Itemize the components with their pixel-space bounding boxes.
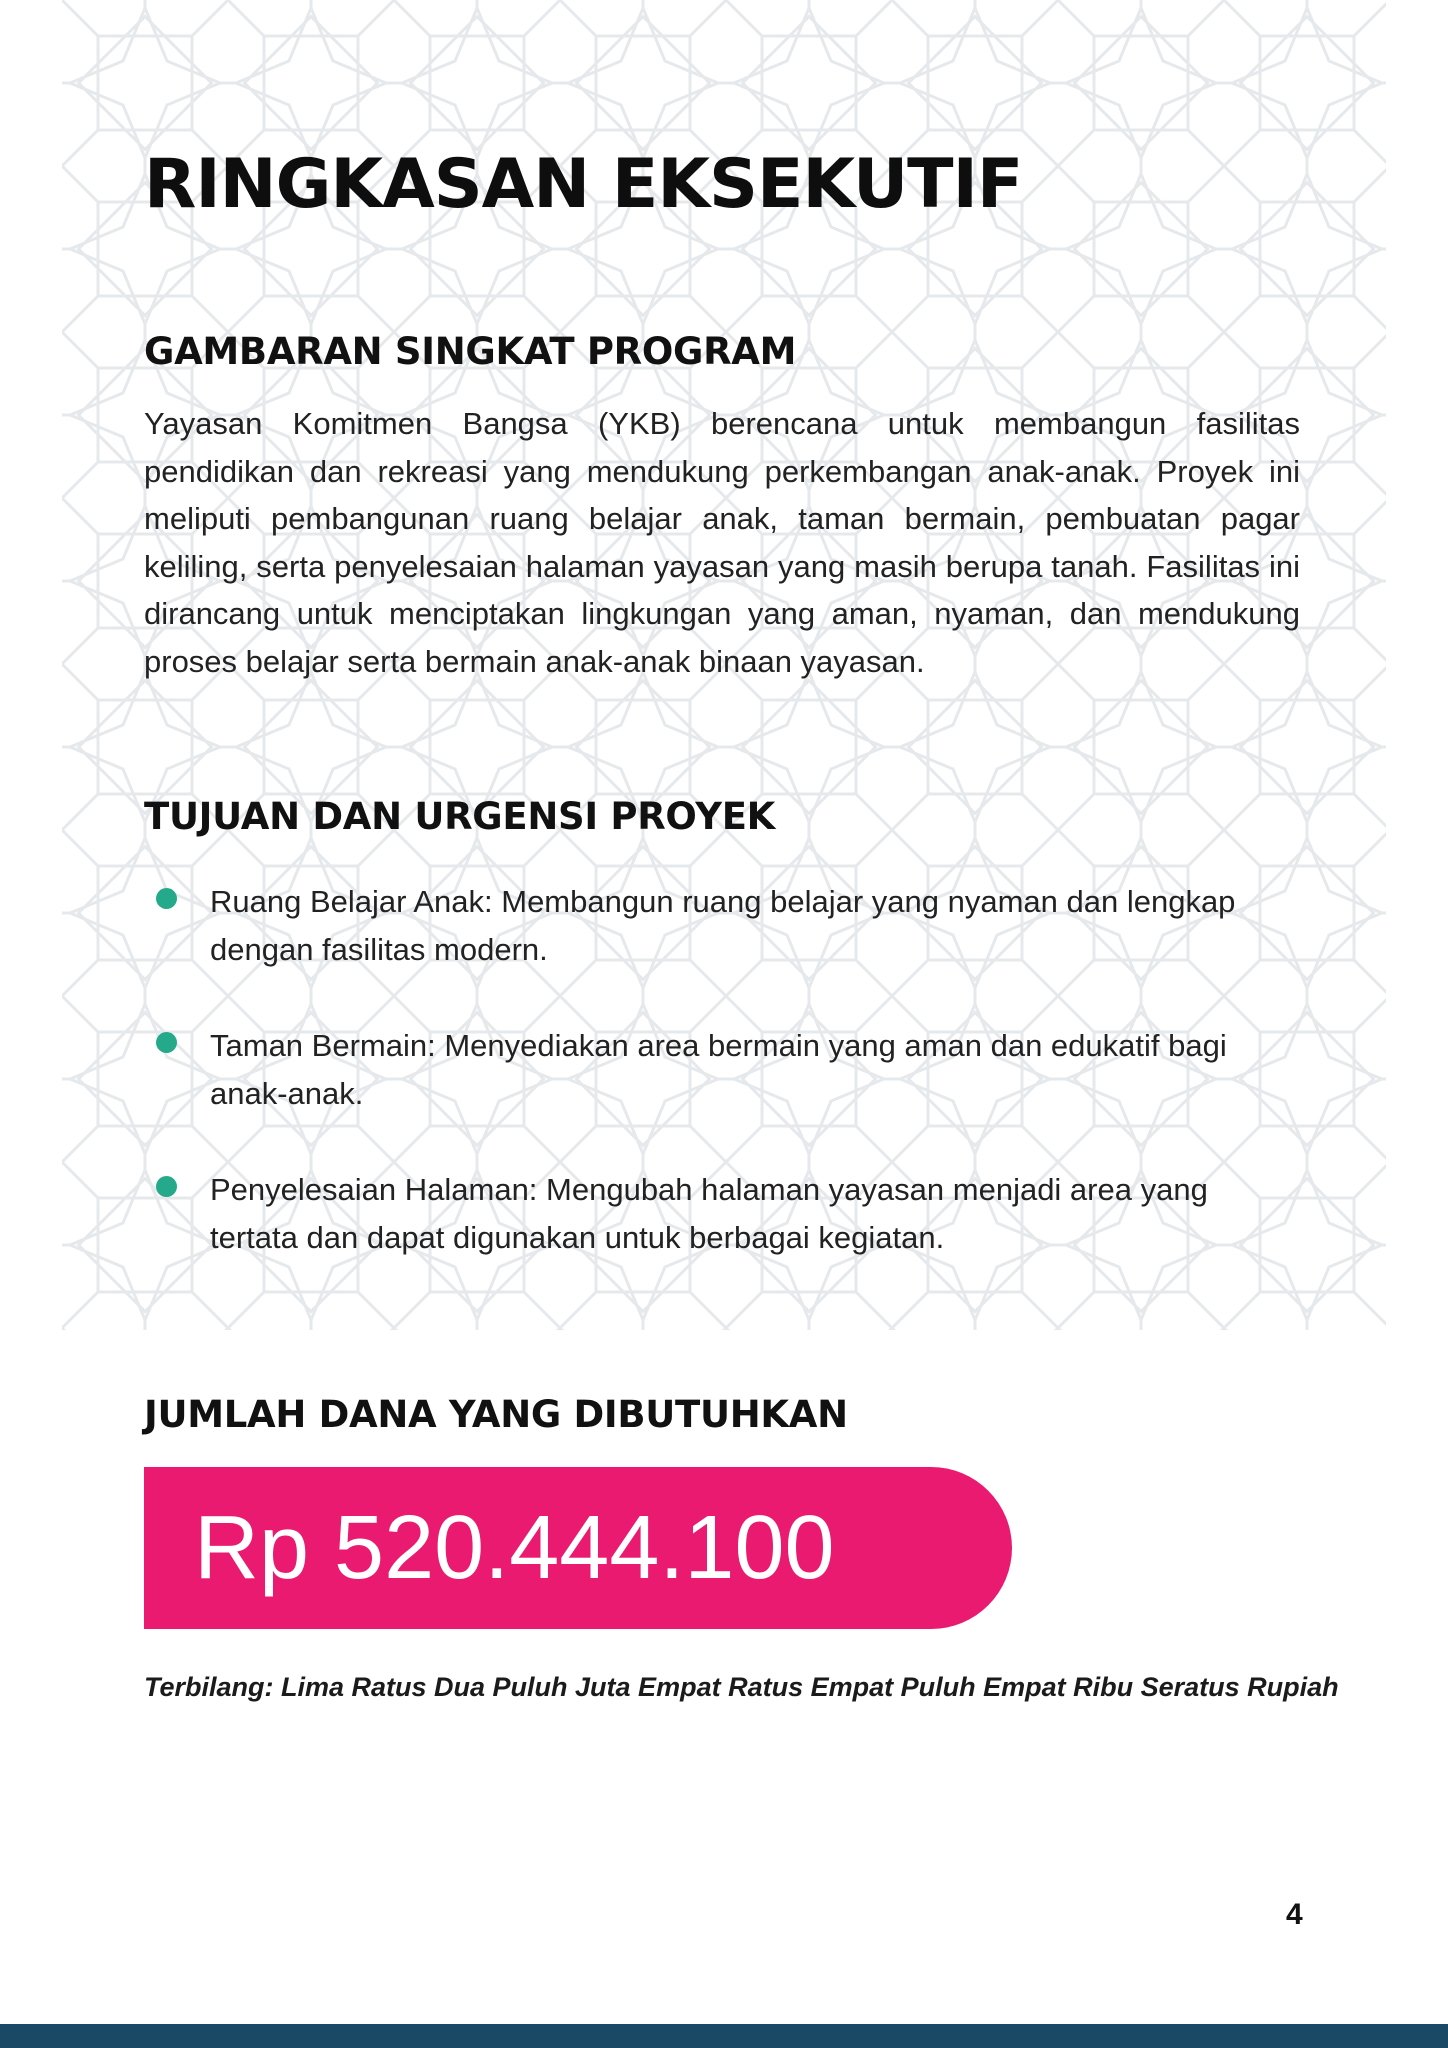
funding-amount-banner [144,1467,1012,1629]
footer-bar [0,2024,1448,2048]
bullet-dot-icon [156,1032,177,1053]
goals-list [144,878,1304,1310]
list-item-text: Ruang Belajar Anak: Membangun ruang belajar yang nyaman dan lengkap dengan fasilitas modern. [210,884,1236,967]
funding-amount: Rp 520.444.100 [194,1498,835,1598]
list-item-text: Penyelesaian Halaman: Mengubah halaman yayasan menjadi area yang tertata dan dapat digunakan untuk berbagai kegiatan. [210,1172,1208,1255]
page-number: 4 [1286,1898,1303,1931]
list-item [144,878,1304,974]
page-title: RINGKASAN EKSEKUTIF [144,145,1023,224]
bullet-dot-icon [156,1176,177,1197]
bullet-dot-icon [156,888,177,909]
list-item-text: Taman Bermain: Menyediakan area bermain yang aman dan edukatif bagi anak-anak. [210,1028,1227,1111]
funding-amount-spelled: Terbilang: Lima Ratus Dua Puluh Juta Empat Ratus Empat Puluh Empat Ribu Seratus Rupiah [144,1672,1339,1702]
goals-heading: TUJUAN DAN URGENSI PROYEK [144,795,776,838]
funding-heading: JUMLAH DANA YANG DIBUTUHKAN [144,1393,848,1436]
list-item [144,1022,1304,1118]
list-item [144,1166,1304,1262]
overview-heading: GAMBARAN SINGKAT PROGRAM [144,330,797,373]
overview-paragraph: Yayasan Komitmen Bangsa (YKB) berencana untuk membangun fasilitas pendidikan dan rekreasi yang mendukung perkembangan anak-anak. Proyek ini meliputi pembangunan ruang belajar anak, taman bermain, pembuatan pagar keliling, serta penyelesaian halaman yayasan yang masih berupa tanah. Fasilitas ini dirancang untuk menciptakan lingkungan yang aman, nyaman, dan mendukung proses belajar serta bermain anak-anak binaan yayasan. [144,406,1300,679]
